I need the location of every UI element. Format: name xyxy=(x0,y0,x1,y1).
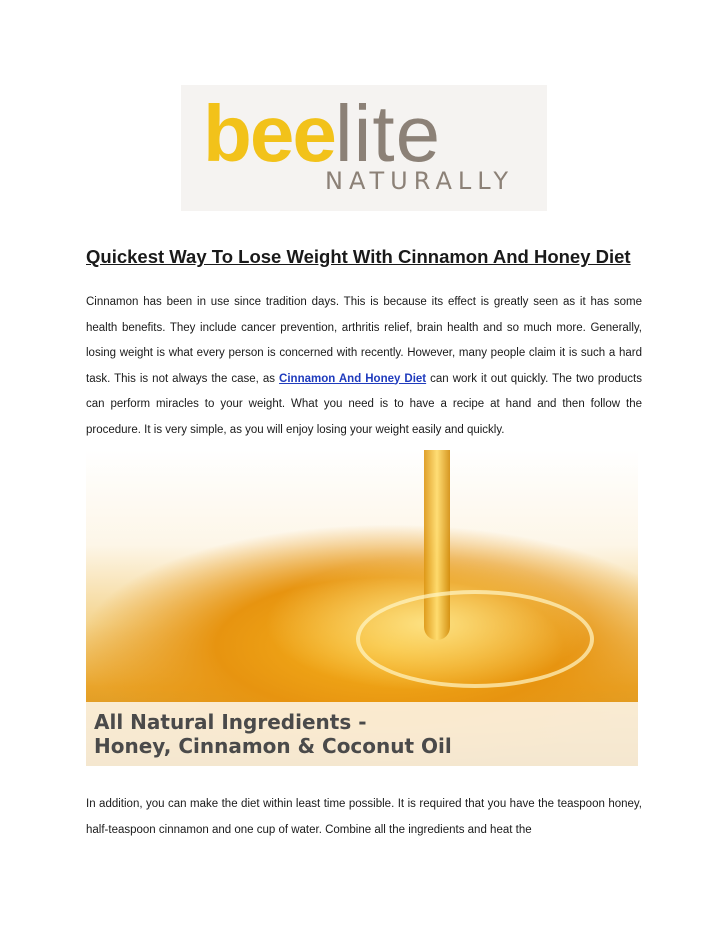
recipe-paragraph: In addition, you can make the diet within least time possible. It is required that you have the teaspoon honey, half-teaspoon cinnamon and one cup of water. Combine all the ingredients and heat the xyxy=(86,798,642,836)
image-caption xyxy=(94,710,452,758)
logo-primary: bee xyxy=(203,89,335,178)
honey-pool-highlight xyxy=(356,590,594,688)
image-caption-line2: Honey, Cinnamon & Coconut Oil xyxy=(94,734,452,758)
brand-logo xyxy=(181,85,547,211)
image-caption-line1: All Natural Ingredients - xyxy=(94,710,367,734)
intro-text-after-link: can work it out quickly. The two products can perform miracles to your weight. What you need is to have a recipe at hand and then follow the procedure. It is very simple, as you will enjoy losing your weight easily and quickly. xyxy=(86,372,642,436)
article-title: Quickest Way To Lose Weight With Cinnamon And Honey Diet xyxy=(86,246,631,267)
intro-paragraph xyxy=(86,290,642,443)
image-caption-band xyxy=(86,702,638,766)
honey-hero-image xyxy=(86,450,638,766)
logo-tagline: NATURALLY xyxy=(325,167,515,195)
cinnamon-honey-diet-link[interactable]: Cinnamon And Honey Diet xyxy=(279,372,427,385)
logo-secondary: lite xyxy=(334,89,442,178)
intro-text-before-link: Cinnamon has been in use since tradition days. This is because its effect is greatly seen as it has some health benefits. They include cancer prevention, arthritis relief, brain health and so much more. Generally, losing weight is what every person is concerned with recently. However, many people claim it is such a hard task. This is not always the case, as xyxy=(86,296,642,385)
logo-wordmark xyxy=(203,89,441,179)
